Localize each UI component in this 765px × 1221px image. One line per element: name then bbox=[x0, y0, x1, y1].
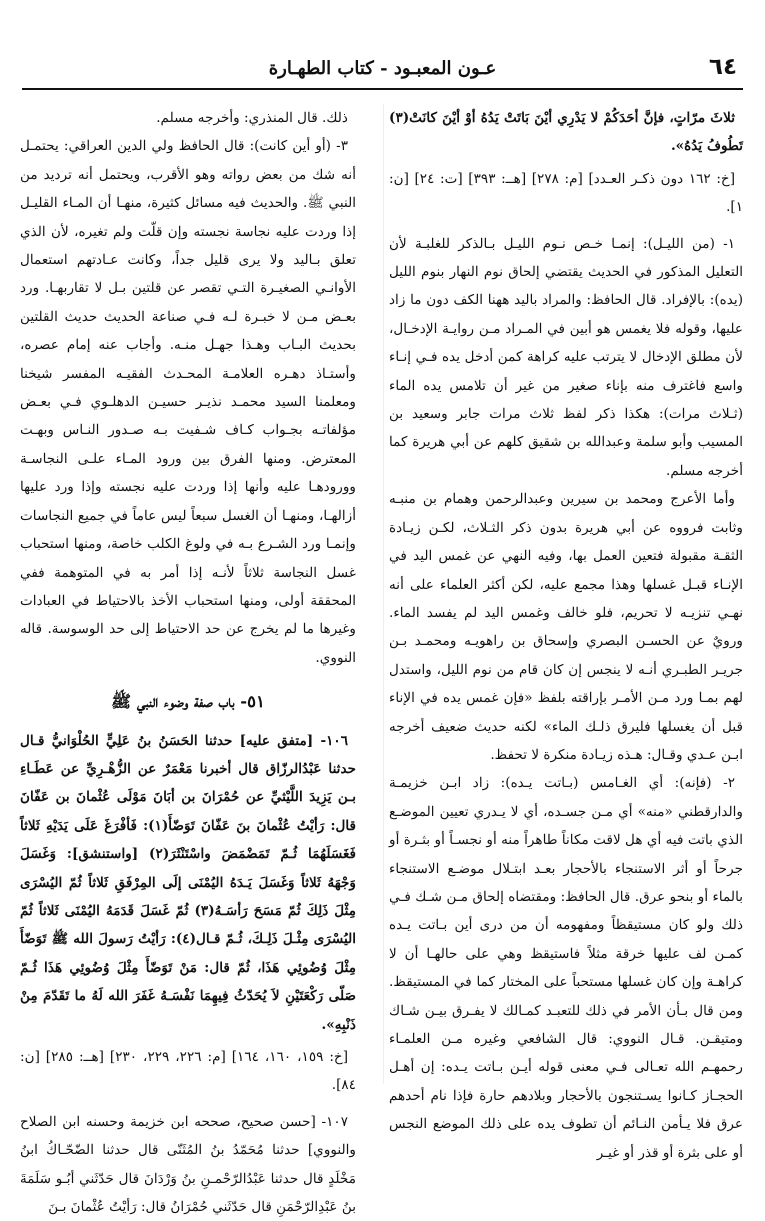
page-number: ٦٤ bbox=[708, 54, 737, 80]
left-column bbox=[20, 104, 356, 1221]
commentary-note-1: ١- (من الليـل): إنمـا خـص نـوم الليـل بـالذكر للغلبـة لأن التعليل المذكور في الحديث يقتضي إلحاق نوم النهار بنوم الليل (يده): بالإفراد. قال الحافظ: والمراد باليد ههنا الكف دون ما زاد عليها، وقوله فلا يغمس هو أبين في المـراد مـن روايـة الإدخـال، لأن مطلق الإدخال لا يترتب عليه كراهة كمن أدخل يده فـي إنـاء واسع فاغترف منه بإناء صغير من غير أن تلامس يده الماء (ثـلاث مرات): هكذا ذكر لفظ ثلاث مرات جابر وسعيد بن المسيب وأبو سلمة وعبدالله بن شقيق كلهم عن أبي هريرة كما أخرجه مسلم. bbox=[389, 235, 743, 479]
hadith-106-references: [خ: ١٥٩، ١٦٠، ١٦٤] [م: ٢٢٦، ٢٢٩، ٢٣٠] [هــ: ٢٨٥] [ن: ٨٤]. bbox=[20, 1049, 356, 1094]
hadith-106: ١٠٦- [متفق عليه] حدثنا الحَسَنُ بنُ عَلِيٍّ الحُلْوَانيُّ قـال حدثنا عَبْدُالرزّاق قال أخبرنا مَعْمَرٌ عن الزُّهْـرِيِّ عن عَطَـاءِ بـن يَزِيدَ اللَّيْثيِّ عن حُمْرَانَ بن أبَانَ مَوْلَى عُثْمانَ بن عَفّانَ قال: رَأيْتُ عُثْمانَ بنَ عَفّانَ تَوَضّأَ(١): فَأفْرَغَ عَلَى يَدَيْهِ ثَلاثاً فَغَسَلَهُمَا ثُـمّ تَمَضْمَضَ واسْتَنْثَرَ(٢) [واستنشق]: وَغَسَلَ وَجْهَهُ ثَلاثاً وَغَسَلَ يَـدَهُ اليُمْنَى إلَى المِرْفَقِ ثَلاثاً ثُمّ اليُسْرَى مِثْلَ ذَلِكَ ثُمّ مَسَحَ رَأسَـهُ(٣) ثُمّ غَسَلَ قَدَمَهُ اليُمْنَى ثَلاثاً ثُمّ اليُسْرَى مِثْـلَ ذَلِـكَ، ثُـمّ قـال(٤): رَأيْتُ رَسولَ الله ﷺ تَوَضّأَ مِثْلَ وُضُوئِي هَذَا، ثُمّ قال: مَنْ تَوَضّأَ مِثْلَ وُضُوئِي هَذَا ثُـمّ صَلّى رَكْعَتَيْنِ لاَ يُحَدّثُ فِيهِمَا نَفْسَـهُ غَفَرَ الله لَهُ ما تَقَدّمَ مِنْ ذَنْبِهِ». bbox=[20, 732, 357, 1033]
hadith-107: ١٠٧- [حسن صحيح، صححه ابن خزيمة وحسنه ابن الصلاح والنووي] حدثنا مُحَمّدُ بنُ المُثَنّى قال حدثنا الضّحّـاكُ ابنُ مَخْلَدٍ قال حدثنا عَبْدُالرّحْمـنِ بنُ وَرْدَانَ قال حَدّثَني أبُـو سَلَمَةَ بنُ عَبْدِالرّحْمَنِ قال حَدّثَني حُمْرَانُ قال: رَأيْتُ عُثْمانَ بـنَ bbox=[20, 1113, 356, 1216]
commentary-note-3: ٣- (أو أين كانت): قال الحافظ ولي الدين العراقي: يحتمـل أنه شك من بعض رواته وهو الأقرب، ويحتمل أنه ترديد من النبي ﷺ. والحديث فيه مسائل كثيرة، منهـا أن المـاء القليـل إذا وردت عليه نجاسة نجسته وإن قلّت ولم تغيره، لأن الذي تعلق بـاليد ولا يرى قليل جداً، وكانت عـادتهم استعمال الأوانـي الصغيـرة التـي تقصر عن قلتين بـل لا تقاربهـا. ورد بعـض مـن لا خبـرة لـه فـي صناعة الحديث حديث القلتين بحديث البـاب وهـذا جهـل منـه. وأجاب عنه إمام عصره، وأستـاذ دهـره العلامـة المحـدث الفقيـه المفسر شيخنا ومعلمنا السيد محمـد نذيـر حسيـن الدهلـوي فـي بعـض مؤلفاتـه بجـواب كـاف شـفيت بـه صـدور النـاس وبهـت المعترض. ومنها الفرق بين ورود المـاء علـى النجاسـة وورودهـا عليه وأنها إذا وردت عليه نجسته وإذا ورد عليها أزالهـا، ومنهـا أن الغسل سبعاً ليس عاماً في جميع النجاسات وإنمـا ورد الشـرع بـه في ولوغ الكلب خاصة، ومنها استحباب غسل النجاسة ثلاثاً لأنـه إذا أمر به في المتوهمة ففي المحققة أولى، ومنها استحباب الأخذ بالاحتياط في العبادات وغيرها ما لم يخرج عن حد الاحتياط إلى حد الوسوسة. قاله النووي. bbox=[20, 138, 356, 666]
hadith-references: [خ: ١٦٢ دون ذكـر العـدد] [م: ٢٧٨] [هــ: ٣٩٣] [ت: ٢٤] [ن: ١]. bbox=[389, 170, 743, 216]
chapter-heading: ٥١- باب صفة وضوء النبي ﷺ bbox=[111, 692, 265, 712]
hadith-text-end: ثلاثَ مرّاتٍ، فإنَّ أحَدَكُمْ لا يَدْرِي أيْنَ بَاتَتْ يَدُهُ أوْ أيْنَ كانَتْ(٣) تَطُوفُ يَدُهُ». bbox=[389, 110, 743, 155]
column-divider bbox=[383, 104, 384, 1084]
commentary-paragraph: وأما الأعرج ومحمد بن سيرين وعبدالرحمن وهمام بن منبـه وثابت فرووه عن أبي هريرة بدون ذكر الثـلاث، لكـن زيـادة الثقـة مقبولة فتعين العمل بها، وفيه النهي عن غمس اليد في الإنـاء قبـل غسلها وهذا مجمع عليه، لكن أكثر العلماء على أنه نهـي تنزيـه لا تحريم، فلو خالف وغمس اليد لم يفسد الماء. ورويٌ عن الحسـن البصري وإسحاق بن راهويـه ومحمـد بـن جريـر الطبـري أنـه لا ينجس إن كان قام من نوم الليل، واستدل لهم بمـا ورد مـن الأمـر بإراقته بلفظ «فإن غمس يده في الإناء قبل أن يغسلها فليرق ذلـك الماء» لكنه حديث ضعيف أخرجه ابـن عـدي وقـال: هـذه زيـادة منكرة لا تحفظ. bbox=[389, 491, 743, 763]
page-header bbox=[22, 54, 743, 90]
right-column bbox=[389, 104, 743, 1167]
running-title: عـون المعبـود - كتاب الطهـارة bbox=[268, 58, 497, 79]
commentary-continuation: ذلك. قال المنذري: وأخرجه مسلم. bbox=[156, 110, 348, 126]
commentary-note-2: ٢- (فإنه): أي الغـامس (بـاتت يـده): زاد ابـن خزيمـة والدارقطني «منه» أي مـن جسـده، أي لا يـدري تعيين الموضـع الذي باتت فيه أي هل لاقت مكاناً طاهراً منه أو نجسـاً أو بثـرة أو جرحاً أو أثر الاستنجاء بالأحجار بعـد ابتـلال موضـع الاستنجاء بالماء أو بنحو عرق. قال الحافظ: ومقتضاه إلحاق مـن شـك فـي ذلك ولو كان مستيقظاً ومفهومه أن من درى أين بـاتت يـده كمـن لف عليها خرقة مثلاً فاستيقظ وهي على حالهـا أن لا كراهـة وإن كان غسلها مستحباً على المختار كما في المستيقظ. ومن قال بـأن الأمر في ذلك للتعبـد كمـالك لا يفـرق بيـن شـاك ومتيقـن. قـال النووي: قال الشافعي وغيره مـن العلمـاء رحمهـم الله تعـالى فـي معنى قوله أيـن بـاتت يـده: إن أهـل الحجـاز كـانوا يسـتنجون بالأحجار وبلادهم حارة فإذا نام أحدهم عرق فلا يـأمن النـائم أن تطوف يده على ذلك الموضع النجس أو على بثرة أو قذر أو غيـر bbox=[389, 775, 743, 1161]
separator bbox=[20, 1103, 356, 1104]
separator bbox=[389, 225, 743, 226]
